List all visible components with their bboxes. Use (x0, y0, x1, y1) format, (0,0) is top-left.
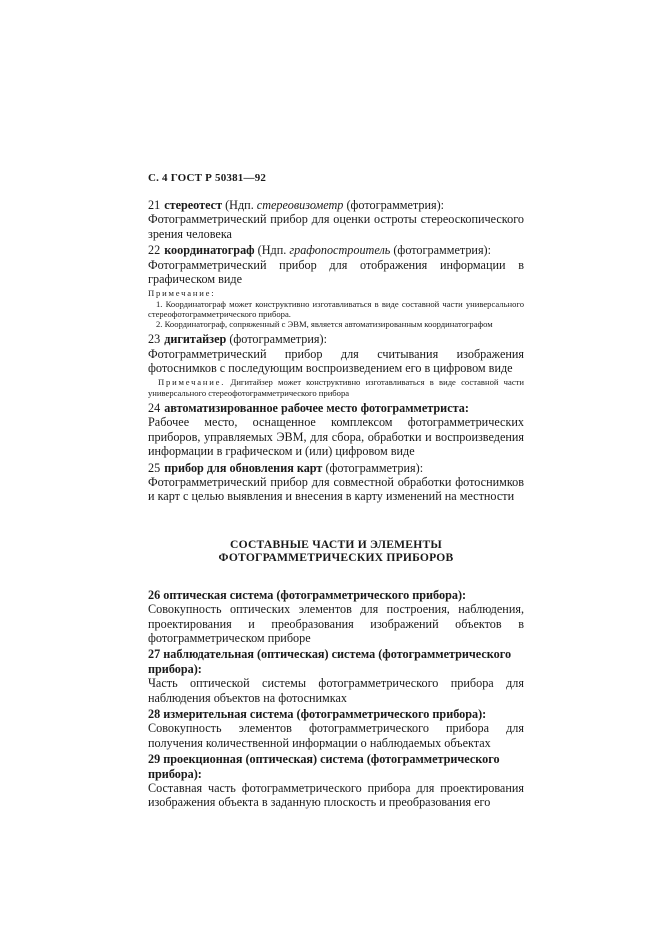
term-heading: 29 проекционная (оптическая) система (фотограмметрического прибора): (148, 752, 500, 781)
term-definition: Фотограмметрический прибор для оценки остроты стереоскопического зрения человека (148, 212, 524, 241)
note-item-2: 2. Координатограф, сопряженный с ЭВМ, является автоматизированным координатографом (156, 319, 493, 330)
term-heading: 27 наблюдательная (оптическая) система (фотограмметрического прибора): (148, 647, 512, 676)
term-number: 24 (148, 400, 161, 415)
term-entry-26 (148, 588, 524, 646)
term-alt: стереовизометр (256, 198, 344, 212)
term-prefix: (Ндп. (257, 243, 290, 258)
term-entry-29 (148, 752, 524, 810)
note-heading: Примечание. (158, 377, 226, 388)
term-number: 23 (148, 332, 161, 347)
term-name: стереотест (164, 198, 223, 212)
term-domain: (фотограмметрия): (343, 198, 445, 212)
note-text: Дигитайзер может конструктивно изготавливаться в виде составной части универсального стереофотограмметрического прибора (148, 377, 524, 398)
term-name: прибор для обновления карт (164, 460, 323, 475)
term-definition: Фотограмметрический прибор для отображения информации в графическом виде (148, 257, 524, 287)
term-number: 22 (148, 243, 161, 258)
note-22 (148, 288, 524, 329)
term-line (148, 243, 524, 257)
note-item-1: 1. Координатограф может конструктивно изготавливаться в виде составной части универсального стереофотограмметрического прибора. (148, 298, 524, 319)
term-definition: Совокупность элементов фотограмметрического прибора для получения количественной информации о наблюдаемых объектах (148, 721, 524, 750)
term-entry-25 (148, 461, 524, 504)
document-body (148, 198, 524, 812)
term-name: автоматизированное рабочее место фотограмметриста: (164, 400, 469, 415)
term-line (148, 198, 524, 212)
term-entry-28 (148, 707, 524, 750)
term-alt: графопостроитель (289, 243, 391, 258)
term-entry-27 (148, 647, 524, 705)
term-line (148, 461, 524, 475)
term-entry-21 (148, 198, 524, 241)
term-entry-24 (148, 401, 524, 459)
term-domain: (фотограмметрия): (226, 332, 327, 347)
note-inline (148, 377, 524, 397)
section-title: СОСТАВНЫЕ ЧАСТИ И ЭЛЕМЕНТЫ ФОТОГРАММЕТРИЧЕСКИХ ПРИБОРОВ (218, 537, 454, 564)
term-definition: Составная часть фотограмметрического прибора для проектирования изображения объекта в заданную плоскость и преобразования его (148, 781, 524, 810)
term-heading: 28 измерительная система (фотограмметрического прибора): (148, 706, 487, 721)
page-header: С. 4 ГОСТ Р 50381—92 (148, 172, 267, 184)
term-name: дигитайзер (164, 332, 227, 347)
note-heading: Примечание: (148, 288, 216, 299)
term-definition: Рабочее место, оснащенное комплексом фотограмметрических приборов, управляемых ЭВМ, для сбора, обработки и воспроизведения информации в графическом и (или) цифровом виде (148, 415, 524, 459)
term-entry-22 (148, 243, 524, 286)
note-23 (148, 377, 524, 397)
term-domain: (фотограмметрия): (390, 243, 491, 258)
term-name: координатограф (164, 243, 255, 258)
term-definition: Совокупность оптических элементов для построения, наблюдения, проектирования и преобразования изображений объектов в фотограмметрическом приборе (148, 602, 524, 645)
term-line (148, 332, 524, 346)
term-entry-23 (148, 332, 524, 375)
term-definition: Часть оптической системы фотограмметрического прибора для наблюдения объектов на фотоснимках (148, 676, 524, 705)
term-number: 21 (148, 198, 161, 212)
term-prefix: (Ндп. (225, 198, 257, 212)
term-number: 25 (148, 460, 161, 475)
term-line (148, 401, 524, 415)
term-definition: Фотограмметрический прибор для считывания изображения фотоснимков с последующим воспроизведением его в цифровом виде (148, 346, 524, 376)
term-heading: 26 оптическая система (фотограмметрического прибора): (148, 587, 467, 602)
term-domain: (фотограмметрия): (322, 460, 424, 475)
term-definition: Фотограмметрический прибор для совместной обработки фотоснимков и карт с целью выявления и внесения в карту изменений на местности (148, 474, 524, 504)
